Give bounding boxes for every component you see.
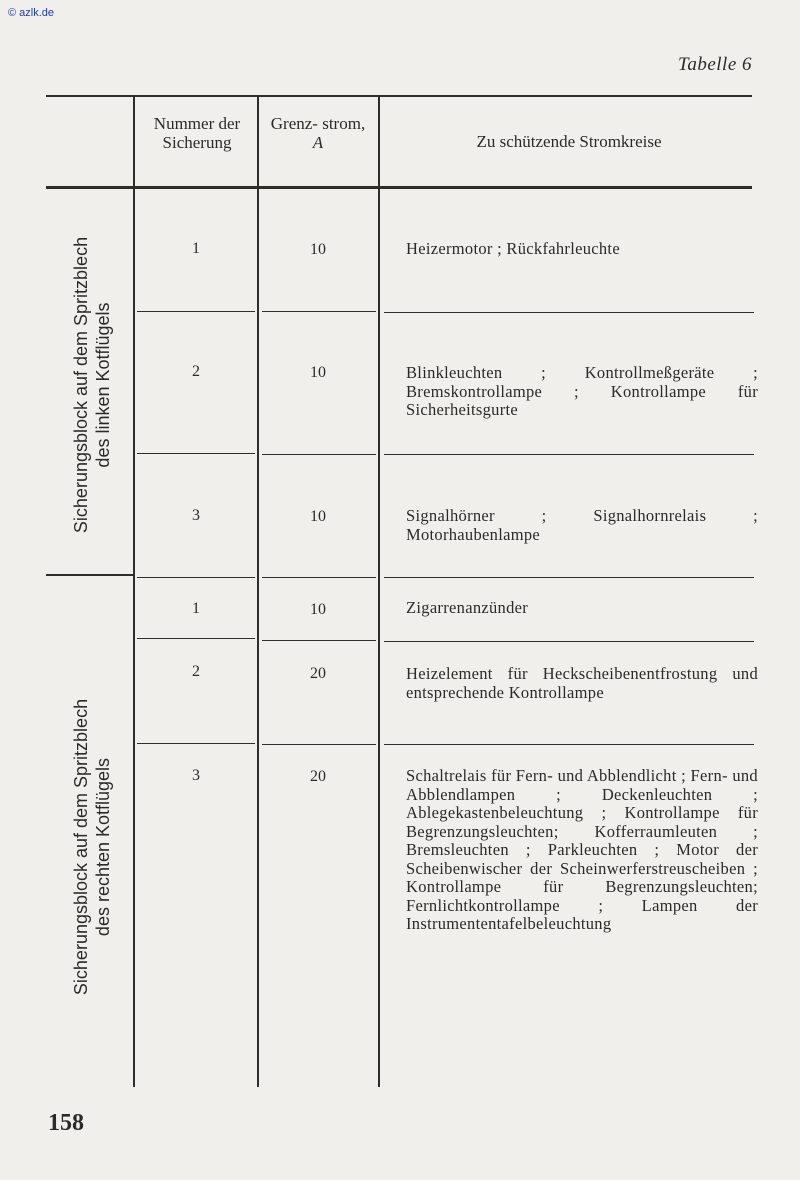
page-number: 158 [48, 1110, 84, 1136]
fuse-number: 3 [192, 767, 200, 784]
fuse-number: 1 [192, 240, 200, 257]
fuse-current: 10 [310, 508, 326, 525]
group-label-right-fender [70, 657, 120, 1037]
watermark: © azlk.de [8, 7, 55, 19]
row-divider [137, 743, 255, 744]
row-divider [384, 641, 754, 642]
row-divider [262, 640, 376, 641]
column-rule-2 [257, 97, 259, 1087]
table-label: Tabelle 6 [678, 54, 752, 75]
circuit-description: Signalhörner ; Signalhornrelais ; Motorhaubenlampe [406, 506, 758, 544]
circuit-description: Zigarrenanzünder [406, 598, 529, 617]
fuse-current: 20 [310, 665, 326, 682]
circuit-description: Blinkleuchten ; Kontrollmeßgeräte ; Bremskontrollampe ; Kontrollampe für Sicherheitsgurte [406, 363, 758, 419]
row-divider [384, 577, 754, 578]
group-label-left-fender [70, 195, 120, 575]
circuit-description: Schaltrelais für Fern- und Abblendlicht ; Fern- und Abblendlampen ; Deckenleuchten ; Ablegekastenbeleuchtung ; Kontrollampe für Begrenzungsleuchten; Kofferraumleuten ; Bremsleuchten ; Parkleuchten ; Motor der Scheibenwischer der Scheinwerferstreuscheiben ; Kontrollampe für Begrenzungsleuchten; Fernlichtkontrollampe ; Lampen der Instrumententafelbeleuchtung [406, 766, 758, 933]
header-nummer: Nummer der Sicherung [153, 114, 241, 152]
fuse-number: 3 [192, 507, 200, 524]
row-divider [137, 577, 255, 578]
row-divider [137, 638, 255, 639]
fuse-number: 2 [192, 363, 200, 380]
row-divider [262, 744, 376, 745]
fuse-number: 2 [192, 663, 200, 680]
fuse-number: 1 [192, 600, 200, 617]
group-label-line2: des rechten Kotflügels [93, 757, 113, 937]
header-grenzstrom-unit: A [312, 133, 324, 152]
header-bottom-rule [46, 186, 752, 189]
fuse-current: 10 [310, 241, 326, 258]
group-label-line1: Sicherungsblock auf dem Spritzblech [71, 236, 91, 534]
row-divider [384, 744, 754, 745]
circuit-description: Heizelement für Heckscheibenentfrostung und entsprechende Kontrollampe [406, 664, 758, 702]
column-rule-3 [378, 97, 380, 1087]
row-divider [137, 453, 255, 454]
row-divider [262, 311, 376, 312]
row-divider [262, 454, 376, 455]
header-grenzstrom-label: Grenz- strom, [270, 114, 366, 133]
row-divider [384, 312, 754, 313]
fuse-current: 20 [310, 768, 326, 785]
group-label-line2: des linken Kotflügels [93, 302, 113, 468]
table-top-rule [46, 95, 752, 97]
fuse-current: 10 [310, 601, 326, 618]
row-divider [262, 577, 376, 578]
group-label-line1: Sicherungsblock auf dem Spritzblech [71, 698, 91, 996]
circuit-description: Heizermotor ; Rückfahrleuchte [406, 239, 620, 258]
row-divider [137, 311, 255, 312]
column-rule-1 [133, 97, 135, 1087]
header-stromkreise: Zu schützende Stromkreise [476, 132, 662, 151]
header-grenzstrom [262, 114, 374, 152]
fuse-current: 10 [310, 364, 326, 381]
row-divider [384, 454, 754, 455]
